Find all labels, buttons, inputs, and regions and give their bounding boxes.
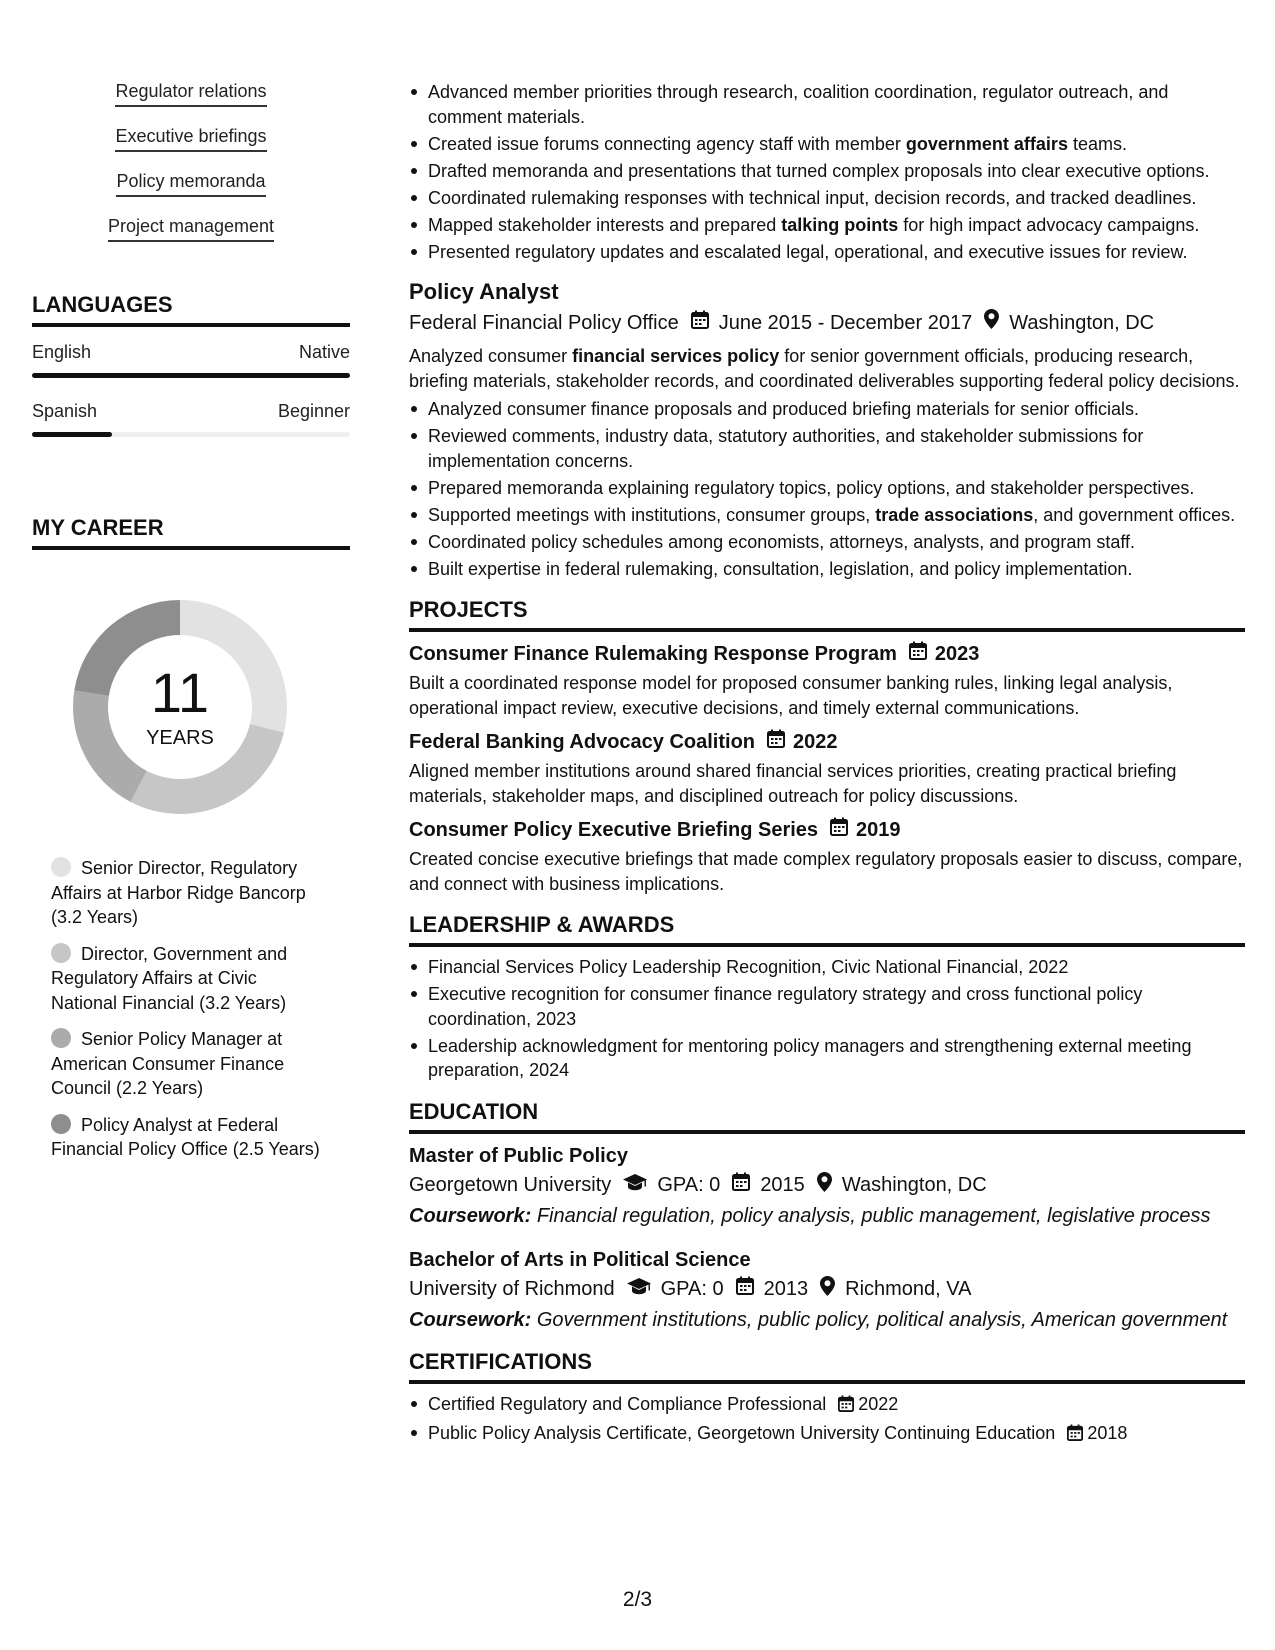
experience-top-bullets bbox=[409, 80, 1245, 264]
calendar-icon bbox=[691, 310, 709, 336]
language-level: Native bbox=[298, 342, 350, 362]
bullet-text: Analyzed consumer finance proposals and produced briefing materials for senior officials. bbox=[428, 399, 1140, 419]
project-description: Aligned member institutions around shared financial services priorities, creating practical briefing materials, stakeholder maps, and disciplined outreach for policy discussions. bbox=[409, 761, 1177, 806]
skill-item: Executive briefings bbox=[115, 125, 266, 152]
language-bar-fill bbox=[32, 373, 350, 378]
summary-text: Analyzed consumer bbox=[409, 346, 573, 366]
coursework-text: Government institutions, public policy, political analysis, American government bbox=[536, 1308, 1228, 1331]
career-legend-item bbox=[51, 856, 326, 930]
job-company: Federal Financial Policy Office bbox=[409, 311, 679, 334]
project-title: Federal Banking Advocacy Coalition bbox=[409, 731, 756, 753]
career-total-unit: YEARS bbox=[146, 726, 214, 749]
main-content bbox=[409, 80, 1245, 1450]
bullet-text: Coordinated rulemaking responses with technical input, decision records, and tracked deadlines. bbox=[428, 187, 1197, 208]
donut-center bbox=[65, 592, 295, 822]
skill-item: Project management bbox=[108, 215, 274, 242]
certification-item bbox=[409, 1421, 1245, 1448]
language-bar bbox=[32, 432, 350, 437]
summary-bold: financial services policy bbox=[572, 346, 780, 366]
graduation-cap-icon bbox=[623, 1172, 647, 1198]
bullet-bold: talking points bbox=[781, 214, 899, 235]
sidebar bbox=[32, 80, 350, 1174]
bullet-item bbox=[409, 397, 1245, 422]
legend-dot bbox=[51, 1028, 71, 1048]
coursework-label: Coursework: bbox=[409, 1308, 532, 1331]
calendar-icon bbox=[830, 817, 848, 843]
school-name: University of Richmond bbox=[409, 1278, 615, 1300]
school-name: Georgetown University bbox=[409, 1174, 612, 1196]
career-heading: MY CAREER bbox=[32, 515, 350, 550]
bullet-item bbox=[409, 503, 1245, 528]
job-bullets bbox=[409, 397, 1245, 581]
bullet-item bbox=[409, 213, 1245, 238]
bullet-text: Prepared memoranda explaining regulatory topics, policy options, and stakeholder perspectives. bbox=[428, 477, 1195, 498]
career-total-years: 11 bbox=[150, 660, 210, 724]
project-title: Consumer Policy Executive Briefing Series bbox=[409, 819, 819, 841]
bullet-item bbox=[409, 424, 1245, 473]
project-item bbox=[409, 817, 1245, 896]
bullet-item bbox=[409, 132, 1245, 157]
degree-title: Bachelor of Arts in Political Science bbox=[409, 1248, 751, 1271]
awards-list bbox=[409, 955, 1245, 1083]
skill-item: Policy memoranda bbox=[116, 170, 265, 197]
calendar-icon bbox=[909, 641, 927, 667]
calendar-icon bbox=[838, 1394, 854, 1419]
bullet-item bbox=[409, 240, 1245, 265]
bullet-item bbox=[409, 476, 1245, 501]
skill-item: Regulator relations bbox=[115, 80, 266, 107]
bullet-text: Mapped stakeholder interests and prepared bbox=[428, 214, 782, 235]
page-number: 2/3 bbox=[622, 1588, 653, 1611]
certifications-heading: CERTIFICATIONS bbox=[409, 1349, 1245, 1384]
project-title: Consumer Finance Rulemaking Response Program bbox=[409, 643, 897, 665]
gpa: GPA: 0 bbox=[660, 1278, 724, 1300]
awards-heading: LEADERSHIP & AWARDS bbox=[409, 912, 1245, 947]
bullet-text: Coordinated policy schedules among economists, attorneys, analysts, and program staff. bbox=[428, 531, 1136, 552]
education-meta bbox=[409, 1172, 1245, 1199]
language-level: Beginner bbox=[277, 401, 350, 421]
language-name: English bbox=[32, 342, 92, 362]
languages-heading: LANGUAGES bbox=[32, 292, 350, 327]
bullet-text: Presented regulatory updates and escalated legal, operational, and executive issues for review. bbox=[428, 241, 1188, 262]
certification-name: Certified Regulatory and Compliance Professional bbox=[428, 1393, 827, 1414]
certifications-list bbox=[409, 1392, 1245, 1448]
location-pin-icon bbox=[984, 309, 999, 336]
bullet-text: Advanced member priorities through research, coalition coordination, regulator outreach, and comment materials. bbox=[428, 82, 1169, 127]
bullet-text: Created issue forums connecting agency staff with member bbox=[428, 133, 906, 154]
projects-heading: PROJECTS bbox=[409, 597, 1245, 632]
bullet-text: for high impact advocacy campaigns. bbox=[898, 214, 1200, 235]
bullet-text: Drafted memoranda and presentations that turned complex proposals into clear executive options. bbox=[428, 160, 1210, 181]
language-name: Spanish bbox=[32, 401, 98, 421]
award-item: Leadership acknowledgment for mentoring policy managers and strengthening external meeting preparation, 2024 bbox=[409, 1034, 1245, 1083]
school-location: Washington, DC bbox=[841, 1174, 987, 1196]
bullet-item bbox=[409, 159, 1245, 184]
project-item bbox=[409, 641, 1245, 720]
career-legend-text: Senior Director, Regulatory Affairs at Harbor Ridge Bancorp (3.2 Years) bbox=[51, 858, 306, 927]
bullet-item bbox=[409, 530, 1245, 555]
project-year: 2022 bbox=[793, 731, 838, 753]
graduation-year: 2015 bbox=[760, 1174, 805, 1196]
career-legend-item bbox=[51, 1027, 326, 1101]
career-legend bbox=[51, 856, 326, 1162]
legend-dot bbox=[51, 857, 71, 877]
calendar-icon bbox=[732, 1172, 750, 1198]
coursework-label: Coursework: bbox=[409, 1204, 532, 1227]
career-legend-text: Policy Analyst at Federal Financial Policy Office (2.5 Years) bbox=[51, 1114, 320, 1159]
coursework bbox=[409, 1307, 1245, 1333]
school-location: Richmond, VA bbox=[845, 1278, 972, 1300]
career-donut-chart bbox=[65, 592, 295, 822]
project-year: 2019 bbox=[856, 819, 901, 841]
bullet-item bbox=[409, 186, 1245, 211]
award-item: Executive recognition for consumer finance regulatory strategy and cross functional policy coordination, 2023 bbox=[409, 982, 1245, 1031]
job-location: Washington, DC bbox=[1009, 311, 1155, 334]
project-item bbox=[409, 729, 1245, 808]
location-pin-icon bbox=[820, 1276, 835, 1303]
bullet-item bbox=[409, 80, 1245, 129]
project-description: Built a coordinated response model for proposed consumer banking rules, linking legal analysis, operational impact review, executive decisions, and timely external communications. bbox=[409, 673, 1173, 718]
calendar-icon bbox=[736, 1276, 754, 1302]
gpa: GPA: 0 bbox=[657, 1174, 721, 1196]
education-heading: EDUCATION bbox=[409, 1099, 1245, 1134]
bullet-item bbox=[409, 557, 1245, 582]
location-pin-icon bbox=[817, 1172, 832, 1199]
job-dates: June 2015 - December 2017 bbox=[718, 311, 973, 334]
calendar-icon bbox=[767, 729, 785, 755]
language-bar bbox=[32, 373, 350, 378]
coursework-text: Financial regulation, policy analysis, public management, legislative process bbox=[536, 1204, 1211, 1227]
career-legend-item bbox=[51, 942, 326, 1016]
career-legend-item bbox=[51, 1113, 326, 1162]
bullet-bold: government affairs bbox=[905, 133, 1068, 154]
legend-dot bbox=[51, 943, 71, 963]
project-description: Created concise executive briefings that made complex regulatory proposals easier to discuss, compare, and connect with business implications. bbox=[409, 849, 1243, 894]
language-bar-fill bbox=[32, 432, 112, 437]
education-meta bbox=[409, 1276, 1245, 1303]
certification-item bbox=[409, 1392, 1245, 1419]
job-title: Policy Analyst bbox=[409, 279, 559, 304]
bullet-text: , and government offices. bbox=[1033, 504, 1236, 525]
skills-list bbox=[32, 80, 350, 260]
bullet-text: Reviewed comments, industry data, statutory authorities, and stakeholder submissions for implementation concerns. bbox=[428, 426, 1144, 471]
project-year: 2023 bbox=[934, 643, 980, 665]
bullet-text: Built expertise in federal rulemaking, consultation, legislation, and policy implementation. bbox=[428, 558, 1133, 579]
certification-name: Public Policy Analysis Certificate, Georgetown University Continuing Education bbox=[428, 1422, 1056, 1443]
graduation-year: 2013 bbox=[763, 1278, 809, 1300]
education-item bbox=[409, 1143, 1245, 1229]
job-summary bbox=[409, 344, 1245, 393]
bullet-bold: trade associations bbox=[875, 504, 1034, 525]
legend-dot bbox=[51, 1114, 71, 1134]
graduation-cap-icon bbox=[627, 1276, 651, 1302]
job-meta bbox=[409, 309, 1245, 336]
language-english bbox=[32, 341, 350, 378]
bullet-text: Supported meetings with institutions, consumer groups, bbox=[428, 504, 876, 525]
certification-year: 2022 bbox=[858, 1393, 899, 1414]
certification-year: 2018 bbox=[1087, 1422, 1128, 1443]
career-legend-text: Director, Government and Regulatory Affairs at Civic National Financial (3.2 Years) bbox=[51, 943, 288, 1013]
language-spanish bbox=[32, 400, 350, 437]
summary-text: for senior government officials, producing research, briefing materials, stakeholder records, and coordinated deliverables supporting federal policy decisions. bbox=[409, 346, 1240, 391]
career-legend-text: Senior Policy Manager at American Consumer Finance Council (2.2 Years) bbox=[51, 1029, 285, 1098]
bullet-text: teams. bbox=[1067, 133, 1127, 154]
degree-title: Master of Public Policy bbox=[409, 1144, 628, 1167]
calendar-icon bbox=[1067, 1423, 1083, 1448]
award-item: Financial Services Policy Leadership Recognition, Civic National Financial, 2022 bbox=[409, 955, 1245, 980]
coursework bbox=[409, 1203, 1245, 1229]
education-item bbox=[409, 1247, 1245, 1333]
